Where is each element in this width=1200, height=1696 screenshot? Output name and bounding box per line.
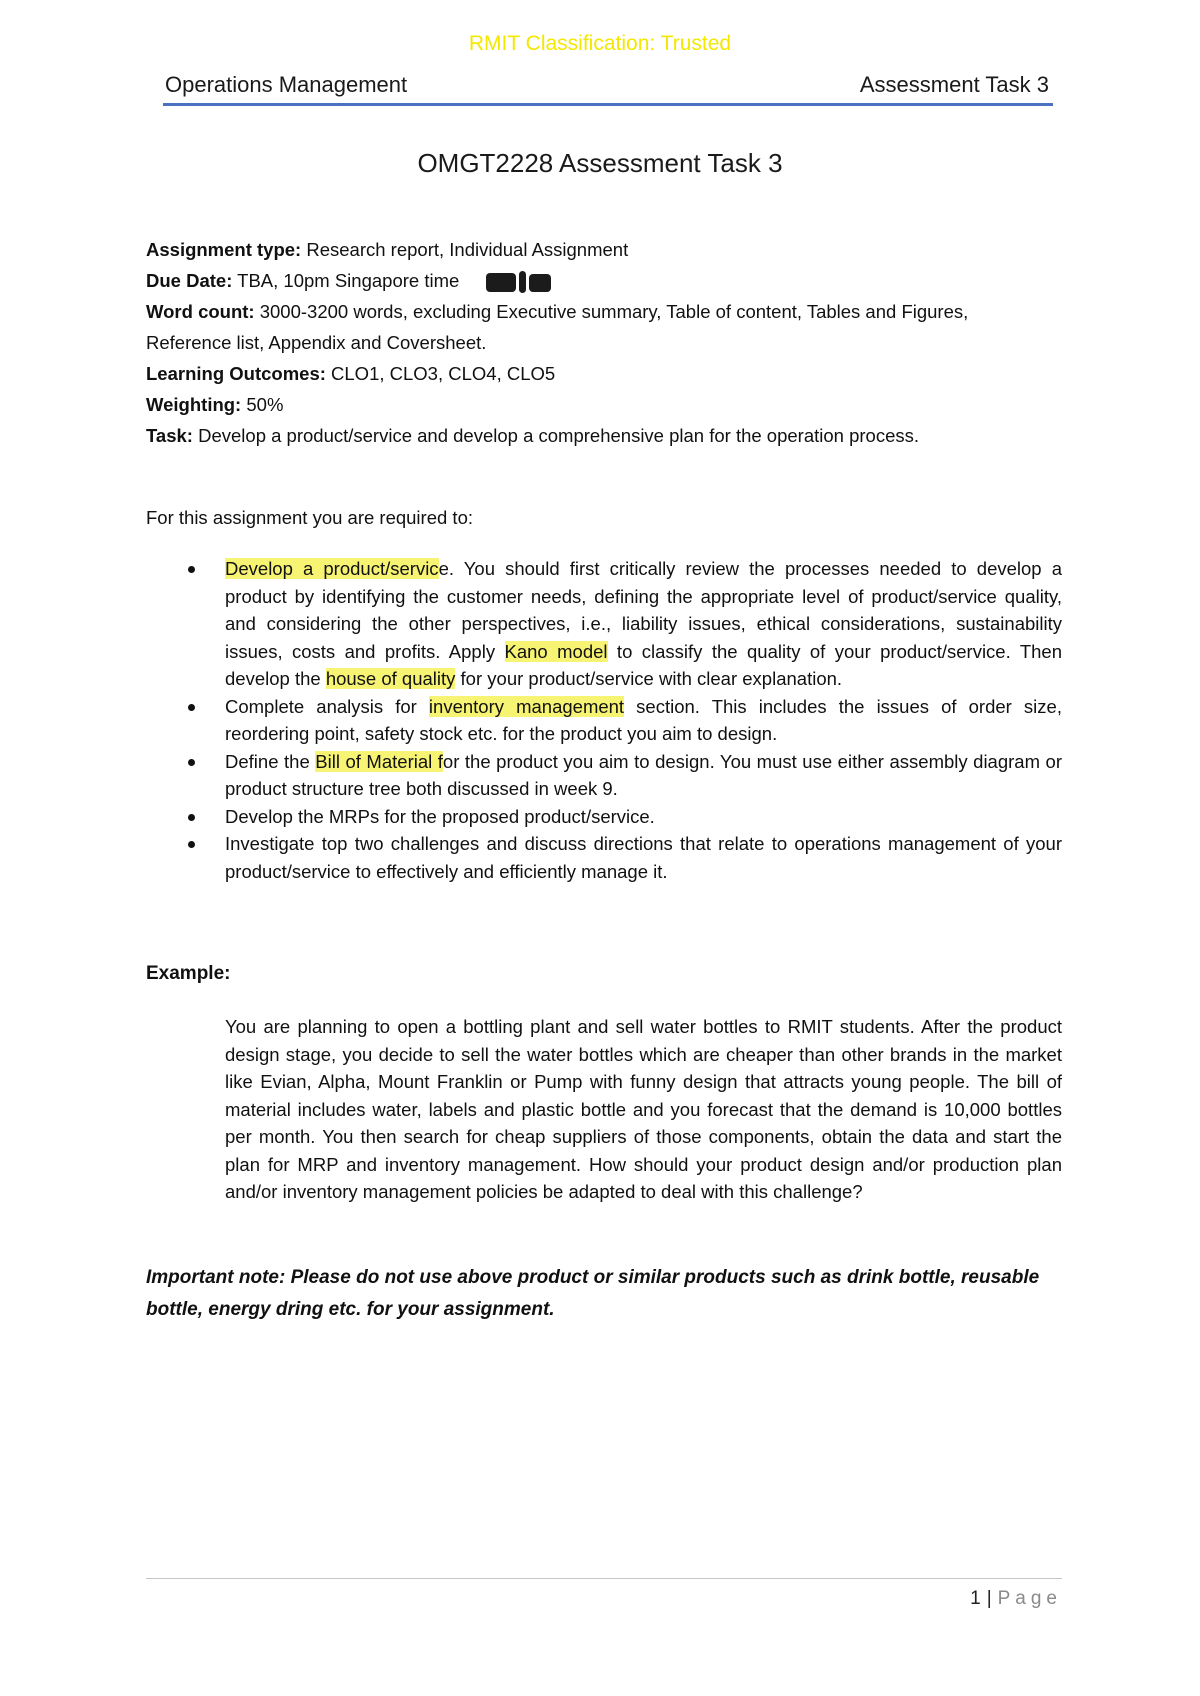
redaction-scribble <box>486 270 552 294</box>
example-paragraph: You are planning to open a bottling plant and sell water bottles to RMIT students. After the product design stage, you decide to sell the water bottles which are cheaper than other brands in the market like Evian, Alpha, Mount Franklin or Pump with funny design that attracts young people. The bill of material includes water, labels and plastic bottle and you forecast that the demand is 10,000 bottles per month. You then search for cheap suppliers of those components, obtain the data and start the plan for MRP and inventory management. How should your product design and/or production plan and/or inventory management policies be adapted to deal with this challenge? <box>225 1016 1062 1202</box>
highlight-text: Kano model <box>504 640 608 662</box>
due-date-label: Due Date: <box>146 270 233 291</box>
task-row <box>146 420 1066 451</box>
learning-outcomes-value: CLO1, CLO3, CLO4, CLO5 <box>325 363 556 384</box>
list-item <box>146 693 1062 748</box>
list-item <box>146 803 1062 831</box>
list-item <box>146 748 1062 803</box>
document-title: OMGT2228 Assessment Task 3 <box>417 148 783 178</box>
bullet-icon <box>188 704 195 711</box>
page-header <box>163 72 1053 106</box>
bullet-icon <box>188 759 195 766</box>
classification-label: RMIT Classification: Trusted <box>468 32 732 55</box>
learning-outcomes-row <box>146 358 1066 389</box>
list-item-text: e. You should first critically review the processes needed to develop a product by identifying the customer needs, defining the appropriate level of product/service quality, and considering the other perspectives, i.e., liability issues, ethical considerations, sustainability issues, costs and profits. Apply <box>225 558 1062 662</box>
requirements-intro: For this assignment you are required to: <box>146 507 473 528</box>
bullet-icon <box>188 566 195 573</box>
footer-divider <box>146 1578 1062 1579</box>
requirements-list <box>146 555 1062 885</box>
word-count-label: Word count: <box>146 301 255 322</box>
word-count-value: 3000-3200 words, excluding Executive summary, Table of content, Tables and Figures, <box>254 301 969 322</box>
list-item-text: Investigate top two challenges and discuss directions that relate to operations management of your product/service to effectively and efficiently manage it. <box>225 833 1062 882</box>
page-number: 1 <box>970 1588 981 1609</box>
list-item-text: Develop the MRPs for the proposed product/service. <box>225 805 655 827</box>
weighting-value: 50% <box>241 394 284 415</box>
list-item-text: or the product you aim to design. You must use either assembly diagram or product structure tree both discussed in week 9. <box>225 750 1062 799</box>
list-item-text: to classify the quality of your product/service. Then develop the <box>225 640 1062 689</box>
due-date-row <box>146 265 1066 296</box>
example-heading: Example: <box>146 963 231 984</box>
page-footer <box>970 1588 1062 1610</box>
header-course-name: Operations Management <box>165 72 408 97</box>
word-count-row <box>146 296 1066 327</box>
task-label: Task: <box>146 425 193 446</box>
important-note: Important note: Please do not use above product or similar products such as drink bottle, reusable bottle, energy dring etc. for your assignment. <box>146 1267 1040 1320</box>
task-value: Develop a product/service and develop a comprehensive plan for the operation process. <box>192 425 920 446</box>
header-divider <box>163 103 1053 106</box>
highlight-text: house of quality <box>325 668 456 689</box>
learning-outcomes-label: Learning Outcomes: <box>146 363 326 384</box>
assignment-type-row <box>146 234 1066 265</box>
bullet-icon <box>188 814 195 821</box>
header-task-name: Assessment Task 3 <box>859 72 1049 97</box>
list-item <box>146 830 1062 885</box>
list-item-text: for your product/service with clear explanation. <box>455 668 843 689</box>
list-item <box>146 555 1062 693</box>
weighting-row <box>146 389 1066 420</box>
assignment-type-value: Research report, Individual Assignment <box>301 239 629 260</box>
weighting-label: Weighting: <box>146 394 242 415</box>
assignment-details <box>146 234 1066 451</box>
assignment-type-label: Assignment type: <box>146 239 302 260</box>
list-item-text: Complete analysis for <box>225 695 429 717</box>
highlight-text: inventory management <box>428 695 625 717</box>
page-word: Page <box>997 1588 1062 1609</box>
footer-separator: | <box>986 1588 992 1609</box>
due-date-value: TBA, 10pm Singapore time <box>232 270 460 291</box>
bullet-icon <box>188 841 195 848</box>
word-count-continued: Reference list, Appendix and Coversheet. <box>146 332 487 353</box>
list-item-text: Define the <box>225 750 316 772</box>
list-item-text: section. This includes the issues of order size, reordering point, safety stock etc. for the product you aim to design. <box>225 695 1062 744</box>
highlight-text: Develop a product/servic <box>225 558 439 579</box>
highlight-text: Bill of Material f <box>315 750 443 772</box>
